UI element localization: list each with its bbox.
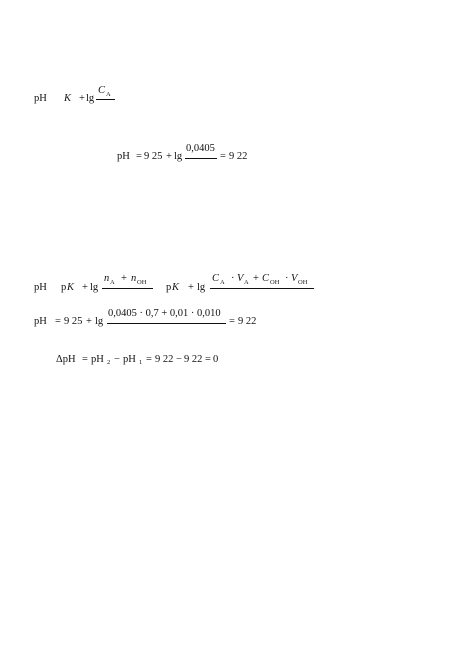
ph-symbol: pH xyxy=(34,316,47,327)
minus-sign: − xyxy=(114,354,120,365)
plus-sign: + xyxy=(86,316,92,327)
value-2: 9 22 xyxy=(184,354,203,365)
plus-sign: + xyxy=(166,151,172,162)
lg-operator: lg xyxy=(174,151,183,162)
c-a: C xyxy=(212,273,220,284)
lg-operator: lg xyxy=(197,282,206,293)
fraction-bar xyxy=(102,288,153,289)
pk-p: p xyxy=(61,282,67,293)
ph-symbol: pH xyxy=(117,151,130,162)
lg-operator: lg xyxy=(86,93,95,104)
c-oh: C xyxy=(262,273,270,284)
pka-value: 9 25 xyxy=(64,316,83,327)
fraction-numerator: 0,0405 xyxy=(186,143,215,154)
plus-sign-inner: + xyxy=(121,273,127,284)
ph1-symbol: pH xyxy=(123,354,136,365)
plus-sign: + xyxy=(79,93,85,104)
lg-operator: lg xyxy=(90,282,99,293)
ph2-sub: 2 xyxy=(107,359,111,366)
v-oh-sub: OH xyxy=(298,279,308,286)
n-oh-sub: OH xyxy=(137,279,147,286)
plus-sign: + xyxy=(188,282,194,293)
zero-value: 0 xyxy=(213,354,219,365)
n-a: n xyxy=(104,273,110,284)
minus-sign: − xyxy=(176,354,182,365)
ph1-sub: 1 xyxy=(139,359,143,366)
equals-sign: = xyxy=(136,151,142,162)
ph-symbol: pH xyxy=(34,282,47,293)
fraction-bar xyxy=(96,99,115,100)
ph2-symbol: pH xyxy=(91,354,104,365)
pk-k: K xyxy=(67,282,75,293)
pk2-p: p xyxy=(166,282,172,293)
equals-sign: = xyxy=(229,316,235,327)
dot: · xyxy=(231,273,235,284)
equals-sign: = xyxy=(220,151,226,162)
equals-sign: = xyxy=(55,316,61,327)
result-value: 9 22 xyxy=(238,316,257,327)
v-oh: V xyxy=(291,273,298,284)
dot: · xyxy=(285,273,289,284)
equals-sign: = xyxy=(82,354,88,365)
plus-sign-inner: + xyxy=(253,273,259,284)
lg-operator: lg xyxy=(95,316,104,327)
fraction-numerator: 0,0405 · 0,7 + 0,01 · 0,010 xyxy=(108,308,221,319)
k-symbol: K xyxy=(64,93,72,104)
ph-symbol: pH xyxy=(34,93,47,104)
plus-sign: + xyxy=(82,282,88,293)
equals-sign: = xyxy=(205,354,211,365)
pka-value: 9 25 xyxy=(144,151,163,162)
v-a-sub: A xyxy=(244,279,249,286)
c-a-sub: A xyxy=(220,279,225,286)
n-a-sub: A xyxy=(110,279,115,286)
equals-sign: = xyxy=(146,354,152,365)
value-1: 9 22 xyxy=(155,354,174,365)
fraction-bar xyxy=(185,158,217,159)
v-a: V xyxy=(237,273,244,284)
pk2-k: K xyxy=(172,282,180,293)
c-oh-sub: OH xyxy=(270,279,280,286)
fraction-numerator-sub: A xyxy=(106,91,111,98)
fraction-bar xyxy=(107,323,226,324)
fraction-numerator-c: C xyxy=(98,85,106,96)
fraction-bar xyxy=(210,288,314,289)
result-value: 9 22 xyxy=(229,151,248,162)
delta-ph: ΔpH xyxy=(56,354,76,365)
n-oh: n xyxy=(131,273,137,284)
